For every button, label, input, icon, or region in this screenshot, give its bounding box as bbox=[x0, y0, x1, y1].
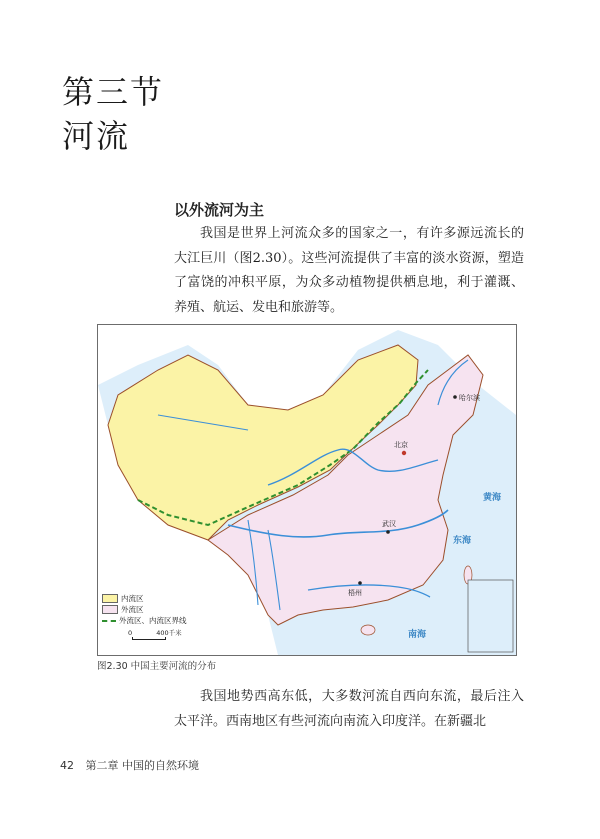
south-sea-label: 南海 bbox=[408, 630, 427, 640]
scale-zero: 0 bbox=[128, 629, 133, 637]
figure-caption: 图2.30 中国主要河流的分布 bbox=[97, 661, 217, 672]
scale-distance: 400千米 bbox=[156, 629, 182, 637]
river-map-figure bbox=[97, 324, 517, 656]
section-number: 第三节 bbox=[62, 73, 165, 111]
outflow-swatch bbox=[102, 605, 118, 614]
scale-line bbox=[132, 637, 166, 640]
legend-boundary-label: 外流区、内流区界线 bbox=[119, 616, 187, 625]
beijing-marker bbox=[402, 451, 406, 455]
harbin-marker bbox=[453, 395, 457, 399]
legend-boundary-row bbox=[102, 615, 212, 626]
map-legend bbox=[102, 593, 212, 626]
section-title: 河流 bbox=[62, 117, 131, 155]
chapter-title: 第二章 中国的自然环境 bbox=[85, 759, 199, 772]
south-sea-inset bbox=[468, 580, 513, 652]
east-sea-label: 东海 bbox=[453, 536, 472, 546]
hainan-island bbox=[361, 625, 375, 635]
harbin-label: 哈尔滨 bbox=[459, 394, 480, 402]
scale-bar bbox=[128, 628, 182, 640]
section-heading bbox=[62, 70, 164, 158]
paragraph-2: 我国地势西高东低，大多数河流自西向东流，最后注入太平洋。西南地区有些河流向南流入印度洋。在新疆北 bbox=[174, 689, 524, 729]
beijing-label: 北京 bbox=[394, 441, 408, 449]
subheading: 以外流河为主 bbox=[174, 201, 265, 219]
legend-outflow-row bbox=[102, 604, 212, 615]
wuzhou-marker bbox=[358, 581, 362, 585]
page-number: 42 bbox=[60, 759, 74, 772]
boundary-swatch bbox=[102, 620, 116, 622]
wuzhou-label: 梧州 bbox=[348, 589, 362, 597]
inland-swatch bbox=[102, 594, 118, 603]
page-footer bbox=[60, 757, 199, 773]
wuhan-marker bbox=[386, 530, 390, 534]
legend-inland-label: 内流区 bbox=[121, 594, 144, 603]
legend-outflow-label: 外流区 bbox=[121, 605, 144, 614]
paragraph-1: 我国是世界上河流众多的国家之一，有许多源远流长的大江巨川（图2.30）。这些河流提供了丰富的淡水资源，塑造了富饶的冲积平原，为众多动植物提供栖息地，利于灌溉、养殖、航运、发电和旅游等。 bbox=[174, 226, 524, 315]
wuhan-label: 武汉 bbox=[382, 520, 396, 528]
legend-inland-row bbox=[102, 593, 212, 604]
yellow-sea-label: 黄海 bbox=[483, 493, 502, 503]
